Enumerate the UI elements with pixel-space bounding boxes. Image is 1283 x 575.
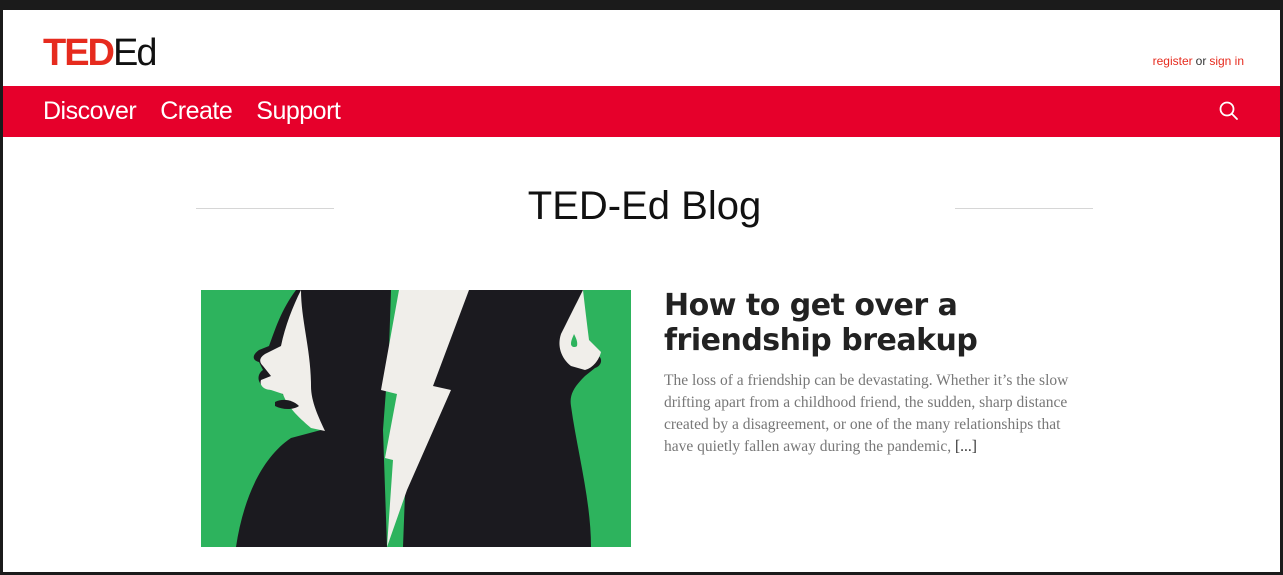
article-excerpt-text: The loss of a friendship can be devastating. Whether it’s the slow drifting apart from a childhood friend, the sudden, sharp distance created by a disagreement, or one of the many relationships that have quietly fallen away during the pandemic, xyxy=(664,372,1069,455)
auth-links xyxy=(1153,54,1244,68)
search-button[interactable] xyxy=(1218,100,1240,122)
read-more-link[interactable]: [...] xyxy=(954,438,977,455)
search-icon xyxy=(1218,100,1240,122)
article-featured-image[interactable] xyxy=(201,290,631,547)
site-header xyxy=(3,10,1280,86)
sign-in-link[interactable]: sign in xyxy=(1209,54,1244,68)
article-preview xyxy=(664,288,1104,458)
nav-item-create[interactable]: Create xyxy=(160,97,233,125)
nav-links xyxy=(43,86,340,137)
article-excerpt xyxy=(664,370,1089,458)
friendship-breakup-illustration xyxy=(201,290,631,547)
main-nav xyxy=(3,86,1280,137)
register-link[interactable]: register xyxy=(1152,54,1193,68)
logo-ed-text: Ed xyxy=(113,32,156,74)
browser-viewport xyxy=(3,10,1280,572)
ted-ed-logo[interactable] xyxy=(43,33,155,73)
auth-or-text: or xyxy=(1195,54,1207,68)
nav-item-discover[interactable]: Discover xyxy=(43,97,137,125)
title-rule-right xyxy=(955,208,1093,209)
article-title-link[interactable]: How to get over a friendship breakup xyxy=(664,288,978,358)
nav-item-support[interactable]: Support xyxy=(256,97,341,125)
logo-ted-text: TED xyxy=(43,32,113,74)
page-title: TED-Ed Blog xyxy=(527,184,762,228)
blog-title-section xyxy=(3,178,1280,238)
